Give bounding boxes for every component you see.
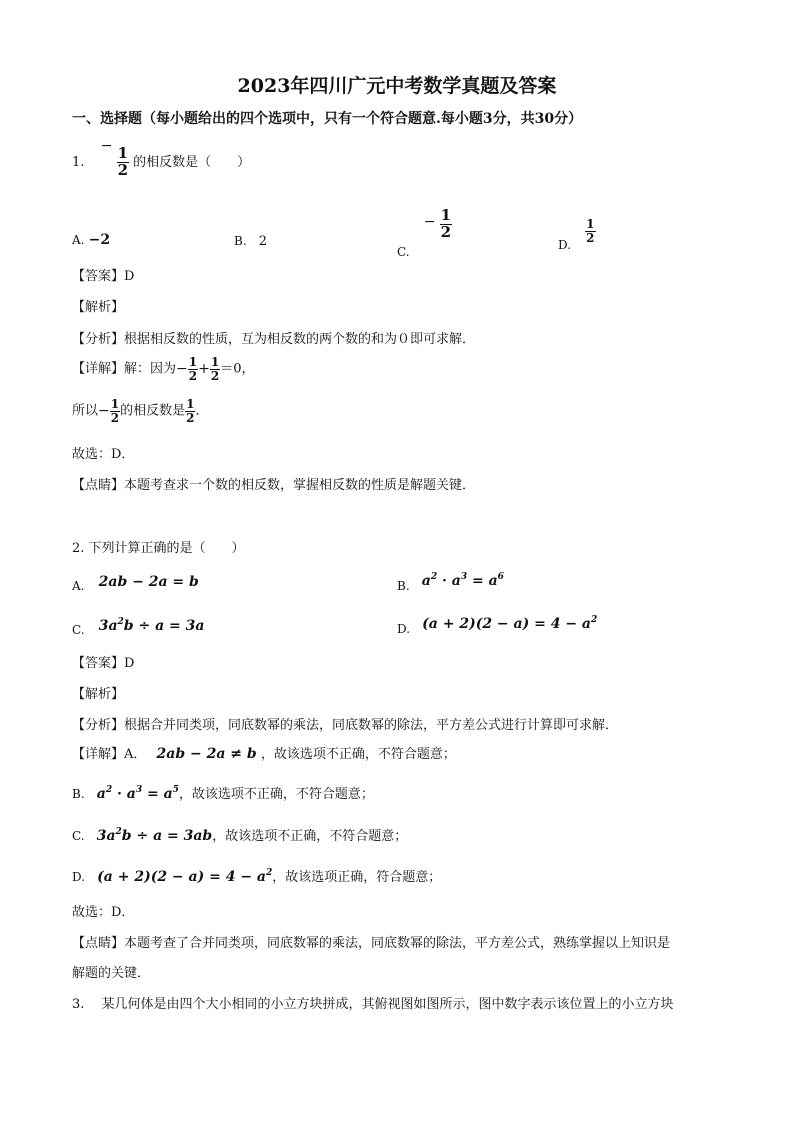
expr-plus: + [198,361,210,378]
option-value: 2 [258,234,268,249]
option-fraction [440,208,452,241]
option-expr: $(a + 2)(2 - a) = 4 - a^2$ [422,615,598,632]
document-title: 2023年四川广元中考数学真题及答案 [237,75,557,97]
expr-eq: ＝0， [220,361,255,377]
q1-stem-text: 的相反数是（ ） [133,154,251,170]
q1-frac-num: 1 [117,144,128,162]
option-letter: C. [72,829,85,843]
option-fraction [585,218,595,244]
xiangjie-prefix: 【详解】解：因为 [72,361,177,377]
option-letter: C. [72,623,85,637]
xiangjie-text: ，故该选项正确，符合题意； [272,870,442,885]
q1-option-c [397,206,452,259]
q1-stem [72,138,251,179]
option-expr: $3a^2b \div a = 3a$ [98,617,205,634]
option-letter: D. [558,237,572,252]
q2-dianjing-1: 【点睛】本题考查了合并同类项，同底数幂的乘法，同底数幂的除法，平方差公式，熟练掌握以上知识是 [72,936,671,951]
expr-fraction [185,398,195,424]
xiangjie-text: ，故该选项不正确，不符合题意； [178,787,374,802]
frac-num: 1 [110,397,120,411]
frac-num: 1 [210,355,220,369]
expr-fraction [210,356,220,382]
section-heading: 一、选择题（每小题给出的四个选项中，只有一个符合题意.每小题3分，共30分） [72,111,583,127]
q1-number: 1. [72,154,85,170]
option-letter: D. [397,622,411,636]
xiangjie-text: ，故该选项不正确，不符合题意； [260,747,456,762]
q2-option-a [72,574,199,593]
option-letter: B. [72,787,85,801]
option-letter: D. [72,870,86,884]
q2-answer: 【答案】D [72,656,135,671]
option-letter: A. [72,579,85,593]
expr-minus: − [98,403,110,420]
frac-num: 1 [186,397,195,411]
q2-stem: 2. 下列计算正确的是（ ） [72,541,245,556]
expr: $a^2 \cdot a^3 = a^5$ [96,785,179,802]
q2-xiangjie-a [72,743,456,762]
xiangjie-prefix: 【详解】A． [72,747,147,762]
expr-fraction [110,398,120,424]
q2-xiangjie-c [72,825,407,844]
suoyi-prefix: 所以 [72,403,99,419]
option-letter: A. [72,233,85,247]
expr-minus: − [176,361,188,378]
option-letter: B. [234,234,247,248]
option-expr: $a^2 \cdot a^3 = a^6$ [421,572,504,589]
q1-frac-minus: − [100,138,113,155]
q1-analysis-label: 【解析】 [72,300,125,315]
expr: $3a^2b \div a = 3ab$ [96,827,213,844]
frac-den: 2 [186,410,195,425]
q1-answer: 【答案】D [72,269,135,284]
option-minus: − [423,214,436,231]
frac-den: 2 [188,368,198,383]
q2-option-b [397,572,504,593]
q1-options [72,206,722,259]
frac-den: 2 [210,368,220,383]
q3-stem: 3. 某几何体是由四个大小相同的小立方块拼成，其俯视图如图所示，图中数字表示该位置上的小立方块 [72,997,674,1012]
q2-option-d [397,615,598,636]
frac-den: 2 [586,230,595,245]
expr: $(a + 2)(2 - a) = 4 - a^2$ [97,868,273,885]
frac-num: 1 [440,206,452,224]
expr-fraction [188,356,198,382]
q1-choice: 故选：D． [72,447,135,462]
q1-fenxi: 【分析】根据相反数的性质，互为相反数的两个数的和为０即可求解． [72,332,476,347]
frac-den: 2 [440,222,452,241]
q1-fraction [117,146,129,179]
option-value: −2 [88,232,111,248]
frac-den: 2 [110,410,120,425]
xiangjie-text: ，故该选项不正确，不符合题意； [212,829,408,844]
expr: 2ab − 2a ≠ b [156,746,257,762]
option-letter: B. [397,579,410,593]
frac-num: 1 [188,355,198,369]
q1-frac-den: 2 [117,160,128,179]
q2-dianjing-2: 解题的关键． [72,966,151,981]
q2-fenxi: 【分析】根据合并同类项，同底数幂的乘法，同底数幂的除法，平方差公式进行计算即可求解． [72,718,619,733]
q2-xiangjie-b [72,783,374,802]
q1-dianjing: 【点睛】本题考查求一个数的相反数，掌握相反数的性质是解题关键． [72,478,476,493]
q2-analysis-label: 【解析】 [72,687,125,702]
q1-suoyi [72,398,209,424]
suoyi-mid: 的相反数是 [120,403,186,419]
option-letter: C. [397,244,410,259]
q1-xiangjie [72,356,254,382]
frac-num: 1 [586,217,595,231]
q2-choice: 故选：D． [72,905,135,920]
q1-option-b [234,234,267,249]
q2-option-c [72,617,205,637]
q2-xiangjie-d [72,866,441,885]
q1-option-d [558,217,596,252]
option-expr: 2ab − 2a = b [98,574,199,590]
suoyi-end: ． [195,403,209,419]
q1-option-a [72,232,110,248]
